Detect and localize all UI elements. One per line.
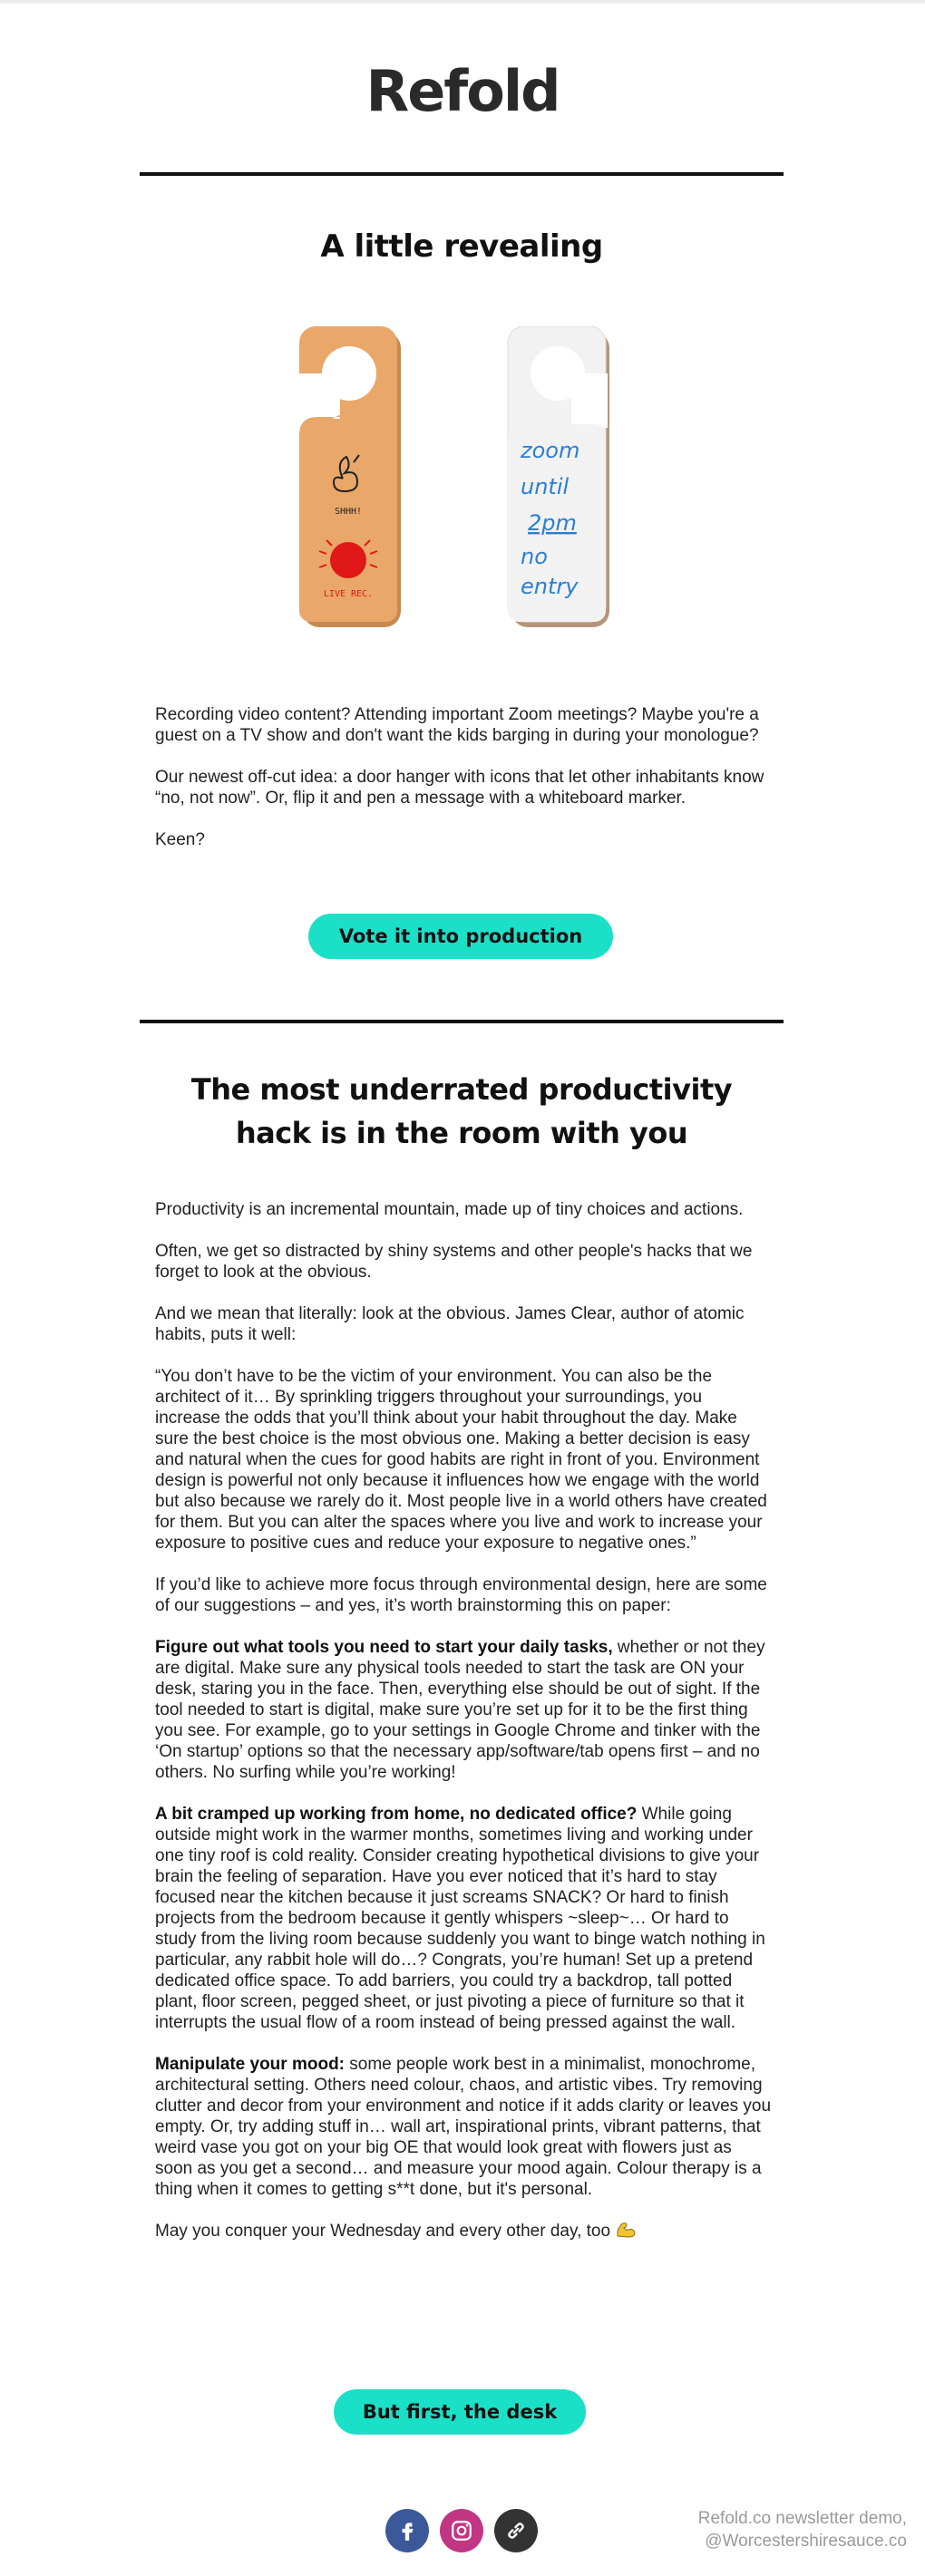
closing-text: May you conquer your Wednesday and every other day, too <box>155 2222 616 2241</box>
paragraph: Productivity is an incremental mountain, made up of tiny choices and actions. <box>155 1200 744 1219</box>
instagram-icon[interactable] <box>440 2509 483 2552</box>
vote-cta-button[interactable]: Vote it into production <box>308 914 613 959</box>
svg-text:LIVE REC.: LIVE REC. <box>323 589 374 599</box>
brand-logo[interactable]: Refold <box>365 58 560 124</box>
svg-text:2pm: 2pm <box>528 510 577 536</box>
svg-text:zoom: zoom <box>521 438 580 463</box>
tip-heading: A bit cramped up working from home, no dedicated office? <box>155 1805 638 1824</box>
paragraph: And we mean that literally: look at the obvious. James Clear, author of atomic habits, puts it well: <box>155 1304 745 1344</box>
paragraph: Often, we get so distracted by shiny systems and other people's hacks that we forget to look at the obvious. <box>155 1242 753 1282</box>
svg-text:SHHH!: SHHH! <box>334 507 363 517</box>
tip-paragraph <box>155 2054 772 2200</box>
tip-paragraph <box>155 1804 772 2033</box>
tip-paragraph <box>155 1637 772 1783</box>
tip-text: While going outside might work in the warmer months, sometimes living and working under one tiny roof is cold reality. Consider creating hypothetical divisions to give your brain the feeling of separation. Have you ever noticed that it’s hard to stay focused near the kitchen because it just screams SNACK? Or hard to finish projects from the bedroom because it gently whispers ~sleep~… Or hard to study from the living room because suddenly you want to binge watch nothing in particular, any rabbit hole will do…? Congrats, you’re human! Set up a pretend dedicated office space. To add barriers, you could try a backdrop, tall potted plant, floor screen, pegged sheet, or just pivoting a piece of furniture so that it interrupts the usual flow of a room instead of being pressed against the wall. <box>155 1805 765 2032</box>
desk-cta-button[interactable]: But first, the desk <box>334 2389 586 2435</box>
paragraph: Keen? <box>155 830 205 849</box>
section-divider <box>140 172 784 176</box>
article-body <box>155 1199 772 2262</box>
whiteboard-hanger <box>508 326 609 627</box>
section-body <box>155 704 772 871</box>
section-title <box>140 1068 784 1155</box>
section-title: A little revealing <box>320 228 603 265</box>
paragraph: Our newest off-cut idea: a door hanger with icons that let other inhabitants know “no, not now”. Or, flip it and pen a message with a whiteboard marker. <box>155 768 764 808</box>
door-hanger-image <box>299 326 626 634</box>
section-title-line: The most underrated productivity <box>190 1072 733 1107</box>
link-icon[interactable] <box>494 2509 538 2552</box>
tip-heading: Manipulate your mood: <box>155 2055 345 2074</box>
svg-text:no: no <box>521 544 548 569</box>
footer-note-line: Refold.co newsletter demo, <box>697 2509 907 2528</box>
orange-hanger <box>299 326 401 627</box>
tip-heading: Figure out what tools you need to start your daily tasks, <box>155 1638 613 1657</box>
section-title-line: hack is in the room with you <box>235 1116 688 1150</box>
tip-text: some people work best in a minimalist, monochrome, architectural setting. Others need colour, chaos, and artistic vibes. Try removing clutter and decor from your environment and notice if it adds clarity or leaves you empty. Or, try adding stuff in… wall art, inspirational prints, vibrant patterns, that weird vase you got on your big OE that would look great with flowers just as soon as you get a second… and measure your mood again. Colour therapy is a thing when it comes to getting s**t done, but it's personal. <box>155 2055 772 2199</box>
svg-text:entry: entry <box>521 574 579 599</box>
footer-note <box>653 2507 907 2552</box>
social-links <box>385 2509 538 2552</box>
quote: “You don’t have to be the victim of your environment. You can also be the architect of it… By sprinkling triggers throughout your surroundings, you increase the odds that you’ll think about your habit throughout the day. Make sure the best choice is the most obvious one. Making a better decision is easy and natural when the cues for good habits are right in front of you. Environment design is powerful not only because it influences how we engage with the world but also because we rarely do it. Most people live in a world others have created for them. But you can alter the spaces where you live and work to increase your exposure to positive cues and reduce your exposure to negative ones.” <box>155 1367 767 1553</box>
paragraph: If you’d like to achieve more focus through environmental design, here are some of our suggestions – and yes, it’s worth brainstorming this on paper: <box>155 1575 767 1615</box>
flexed-biceps-icon <box>615 2221 637 2239</box>
section-divider <box>140 1020 784 1023</box>
paragraph: Recording video content? Attending important Zoom meetings? Maybe you're a guest on a TV show and don't want the kids barging in during your monologue? <box>155 705 759 745</box>
tip-text: whether or not they are digital. Make sure any physical tools needed to start the task are ON your desk, staring you in the face. Then, everything else should be out of sight. If the tool needed to start is digital, make sure you’re set up for it to be the first thing you see. For example, go to your settings in Google Chrome and tinker with the ‘On startup’ options so that the necessary app/software/tab opens first – and no others. No surfing while you’re working! <box>155 1638 765 1782</box>
top-border <box>0 0 925 4</box>
svg-text:until: until <box>521 474 570 499</box>
facebook-icon[interactable] <box>385 2509 429 2552</box>
closing-line <box>155 2221 772 2242</box>
footer-note-line: @Worcestershiresauce.co <box>705 2532 907 2551</box>
